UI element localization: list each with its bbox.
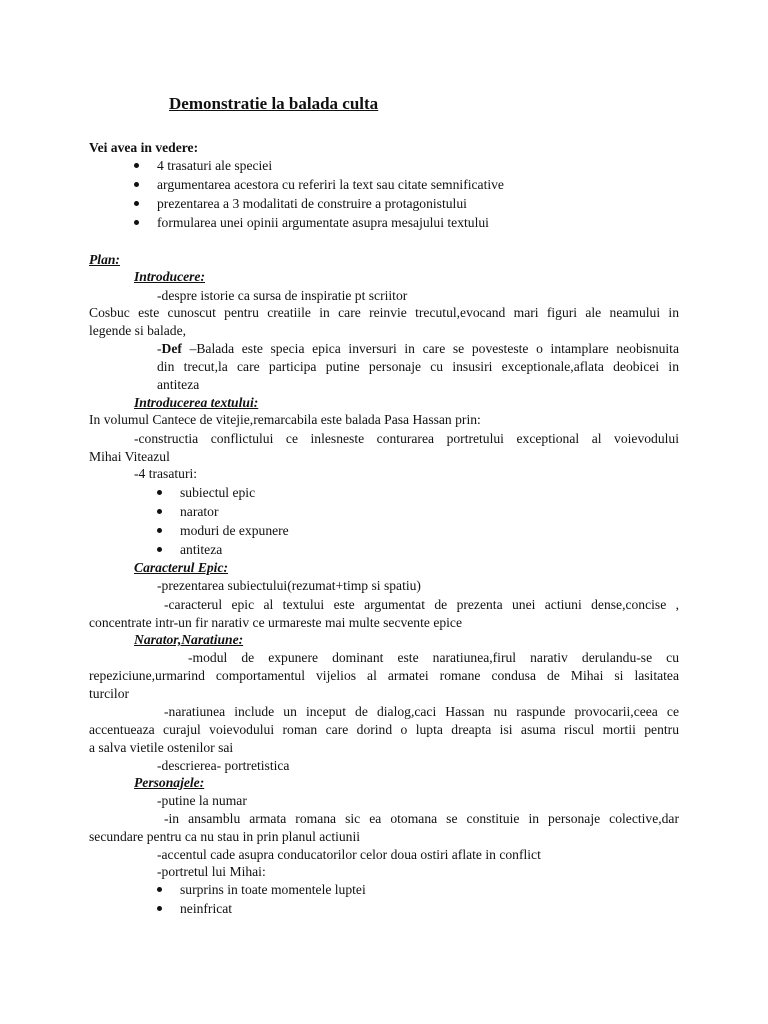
text-line: -portretul lui Mihai: (157, 864, 266, 879)
bullet-icon (157, 528, 162, 533)
plan-label: Plan: (89, 252, 120, 267)
introducere-line: -despre istorie ca sursa de inspiratie pt scriitor (157, 288, 408, 303)
bullet-icon (157, 509, 162, 514)
text-line: -in ansamblu armata romana sic ea otomana se constituie in personaje colective,dar (164, 811, 679, 826)
trasatura-item: subiectul epic (180, 485, 256, 500)
definition-label: Def (161, 341, 182, 356)
section-heading-introducere: Introducere: (134, 269, 205, 284)
text-line: -constructia conflictului ce inlesneste conturarea portretului exceptional al voievodului (134, 431, 679, 446)
text-line: Mihai Viteazul (89, 449, 170, 464)
bullet-icon (134, 201, 139, 206)
intro-bullet-2: argumentarea acestora cu referiri la text sau citate semnificative (157, 177, 504, 192)
section-heading-narator: Narator,Naratiune: (134, 632, 244, 647)
portret-item: surprins in toate momentele luptei (180, 882, 366, 897)
intro-bullet-3: prezentarea a 3 modalitati de construire a protagonistului (157, 196, 467, 211)
text-line: accentueaza curajul voievodului roman care dorind o lupta dreapta isi asuma riscul mortii pentru (89, 722, 679, 737)
trasatura-item: narator (180, 504, 219, 519)
text-line: turcilor (89, 686, 130, 701)
text-line: repeziciune,urmarind comportamentul vijelios al armatei romane condusa de Mihai si lasitatea (89, 668, 679, 683)
text-line: In volumul Cantece de vitejie,remarcabila este balada Pasa Hassan prin: (89, 412, 481, 427)
bullet-icon (134, 182, 139, 187)
introducere-paragraph-line: legende si balade, (89, 323, 187, 338)
bullet-icon (157, 887, 162, 892)
text-line: secundare pentru ca nu stau in prin planul actiunii (89, 829, 361, 844)
text-line: -descrierea- portretistica (157, 758, 290, 773)
trasatura-item: antiteza (180, 542, 223, 557)
bullet-icon (134, 220, 139, 225)
intro-bullet-4: formularea unei opinii argumentate asupra mesajului textului (157, 215, 489, 230)
section-heading-introducerea-textului: Introducerea textului: (134, 395, 259, 410)
definition-line: din trecut,la care participa putine personaje cu insusiri exceptionale,aflata deobicei in (157, 359, 679, 374)
definition-line: antiteza (157, 377, 200, 392)
bullet-icon (134, 163, 139, 168)
introducere-paragraph-line: Cosbuc este cunoscut pentru creatiile in care reinvie trecutul,evocand mari figuri ale neamului in (89, 305, 679, 320)
intro-bullet-1: 4 trasaturi ale speciei (157, 158, 273, 173)
section-heading-personajele: Personajele: (134, 775, 205, 790)
page-title: Demonstratie la balada culta (169, 94, 379, 113)
text-line: -putine la numar (157, 793, 247, 808)
text-line: -4 trasaturi: (134, 466, 198, 481)
text-line: concentrate intr-un fir narativ ce urmareste mai multe secvente epice (89, 615, 462, 630)
definition-line: -Def –Balada este specia epica inversuri in care se povesteste o intamplare neobisnuita (157, 341, 679, 356)
text-line: -accentul cade asupra conducatorilor celor doua ostiri aflate in conflict (157, 847, 541, 862)
intro-heading: Vei avea in vedere: (89, 140, 199, 155)
text-line: -prezentarea subiectului(rezumat+timp si spatiu) (157, 578, 421, 593)
trasatura-item: moduri de expunere (180, 523, 289, 538)
text-line: -naratiunea include un inceput de dialog,caci Hassan nu raspunde provocarii,ceea ce (164, 704, 679, 719)
portret-item: neinfricat (180, 901, 233, 916)
bullet-icon (157, 490, 162, 495)
text-line: -caracterul epic al textului este argumentat de prezenta unei actiuni dense,concise , (164, 597, 679, 612)
section-heading-caracterul-epic: Caracterul Epic: (134, 560, 229, 575)
text-line: -modul de expunere dominant este naratiunea,firul narativ derulandu-se cu (188, 650, 679, 665)
bullet-icon (157, 547, 162, 552)
bullet-icon (157, 906, 162, 911)
text-line: a salva vietile ostenilor sai (89, 740, 234, 755)
